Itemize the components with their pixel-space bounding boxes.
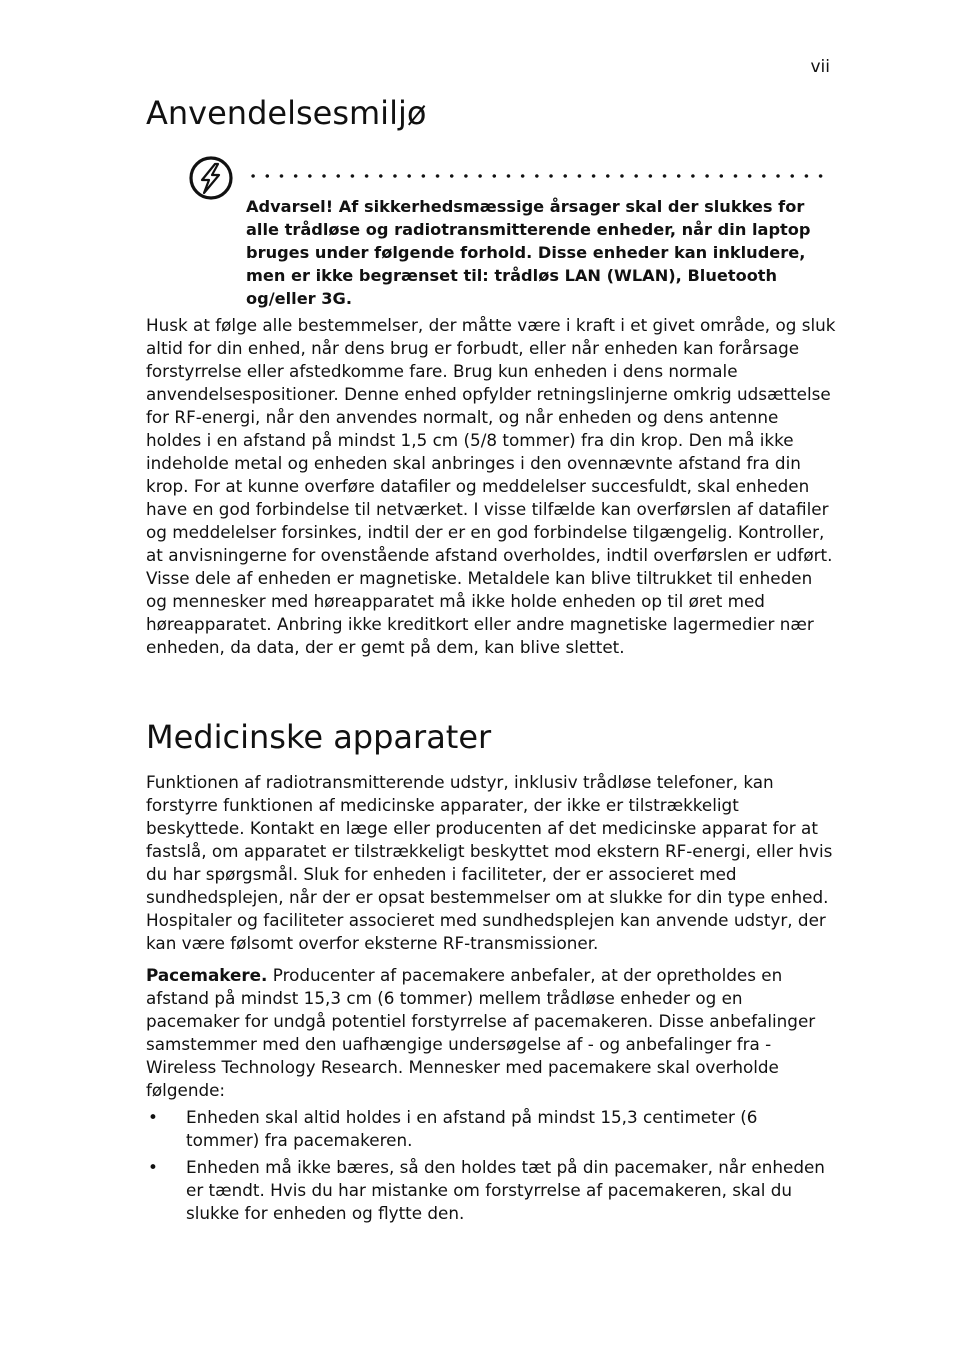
section-heading-medicinske-apparater: Medicinske apparater: [146, 718, 492, 756]
section2-paragraph: Funktionen af radiotransmitterende udstyr, inklusiv trådløse telefoner, kan forstyrre funktionen af medicinske apparater, der ikke er tilstrækkeligt beskyttede. Kontakt en læge eller producenten af det medicinske apparat for at fastslå, om apparatet er tilstrækkeligt beskyttet mod ekstern RF-energi, eller hvis du har spørgsmål. Sluk for enheden i faciliteter, der er associeret med sundhedsplejen, når der er opsat bestemmelser om at slukke for din type enhed. Hospitaler og faciliteter associeret med sundhedsplejen kan anvende udstyr, der kan være følsomt overfor eksterne RF-transmissioner.: [146, 772, 833, 953]
pacemaker-paragraph: [146, 964, 836, 1102]
page-number: vii: [810, 57, 830, 77]
bullet-icon: •: [148, 1157, 158, 1177]
list-item-text: Enheden må ikke bæres, så den holdes tæt på din pacemaker, når enheden er tændt. Hvis du har mistanke om forstyrrelse af pacemakeren, skal du slukke for enheden og flytte den.: [186, 1157, 825, 1223]
bullet-icon: •: [148, 1107, 158, 1127]
pacemaker-text: Producenter af pacemakere anbefaler, at der opretholdes en afstand på mindst 15,3 cm (6 tommer) mellem trådløse enheder og en pacemaker for undgå potentiel forstyrrelse af pacemakeren. Disse anbefalinger samstemmer med den uafhængige undersøgelse af - og anbefalinger fra - Wireless Technology Research. Mennesker med pacemakere skal overholde følgende:: [146, 965, 816, 1100]
pacemaker-lead: Pacemakere.: [146, 965, 268, 985]
section-heading-anvendelsesmiljo: Anvendelsesmiljø: [146, 94, 427, 132]
list-item: [146, 1106, 836, 1152]
pacemaker-bullet-list: [146, 1106, 836, 1229]
lightning-warning-icon: [188, 155, 234, 201]
section1-paragraph: Husk at følge alle bestemmelser, der måtte være i kraft i et givet område, og sluk altid for din enhed, når dens brug er forbudt, eller når enheden kan forårsage forstyrrelse eller afstedkomme fare. Brug kun enheden i dens normale anvendelsespositioner. Denne enhed opfylder retningslinjerne omkrig udsættelse for RF-energi, når den anvendes normalt, og når enheden og dens antenne holdes i en afstand på mindst 1,5 cm (5/8 tommer) fra din krop. Den må ikke indeholde metal og enheden skal anbringes i den ovennævnte afstand fra din krop. For at kunne overføre datafiler og meddelelser succesfuldt, skal enheden have en god forbindelse til netværket. I visse tilfælde kan overførslen af datafiler og meddelelser forsinkes, indtil der er en god forbindelse tilgængelig. Kontroller, at anvisningerne for ovenstående afstand overholdes, indtil overførslen er udført. Visse dele af enheden er magnetiske. Metaldele kan blive tiltrukket til enheden og mennesker med høreapparatet må ikke holde enheden op til øret med høreapparatet. Anbring ikke kreditkort eller andre magnetiske lagermedier nær enheden, da data, der er gemt på dem, kan blive slettet.: [146, 315, 836, 657]
warning-text: Advarsel! Af sikkerhedsmæssige årsager skal der slukkes for alle trådløse og radiotransmitterende enheder, når din laptop bruges under følgende forhold. Disse enheder kan inkludere, men er ikke begrænset til: trådløs LAN (WLAN), Bluetooth og/eller 3G.: [246, 197, 811, 308]
list-item: [146, 1156, 836, 1225]
list-item-text: Enheden skal altid holdes i en afstand på mindst 15,3 centimeter (6 tommer) fra pacemakeren.: [186, 1107, 758, 1150]
warning-dotted-rule: [246, 173, 832, 179]
